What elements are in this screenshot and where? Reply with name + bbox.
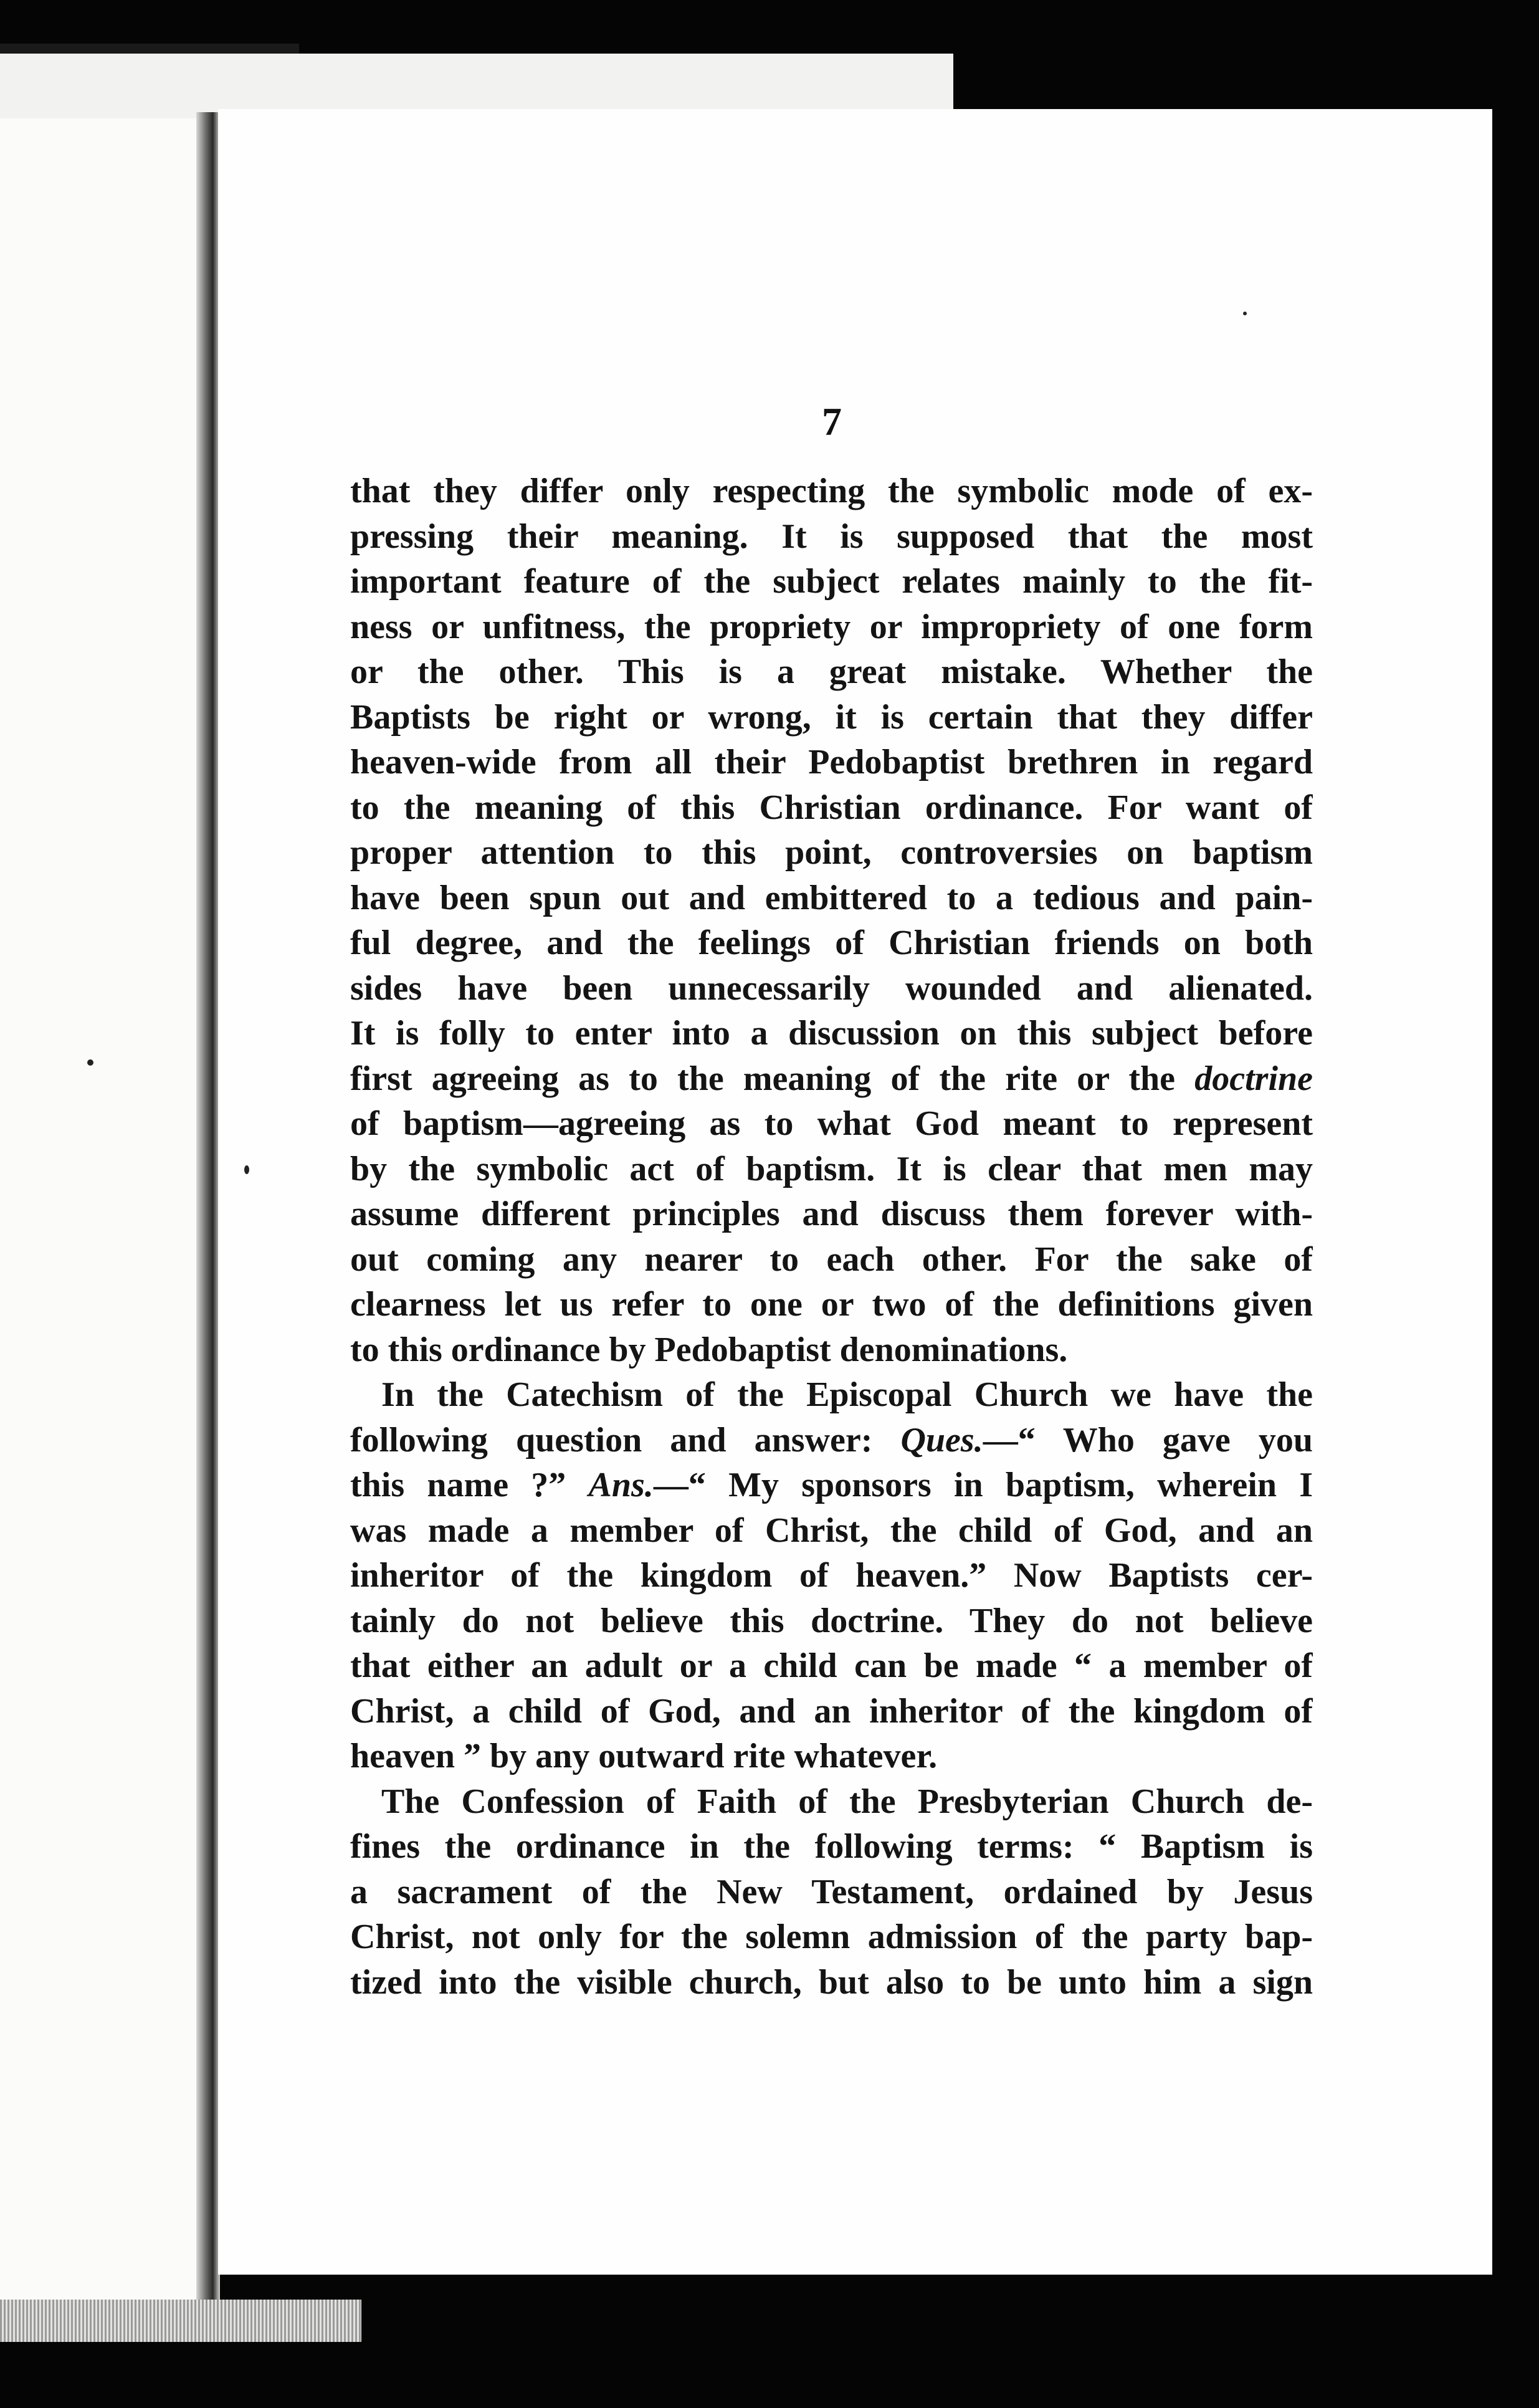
text-line: It is folly to enter into a discussion on this subject before — [350, 1014, 1313, 1053]
scan-speck — [244, 1165, 249, 1174]
scan-bottom-strip — [0, 2300, 361, 2342]
text-line: important feature of the subject relates mainly to the fit- — [350, 562, 1313, 601]
text-line: Baptists be right or wrong, it is certain that they differ — [350, 697, 1313, 737]
text-line: or the other. This is a great mistake. Whether the — [350, 652, 1313, 691]
text-line: Christ, a child of God, and an inheritor of the kingdom of — [350, 1691, 1313, 1731]
text-line: following question and answer: Ques.—“ Who gave you — [350, 1420, 1313, 1460]
text-line: heaven-wide from all their Pedobaptist brethren in regard — [350, 743, 1313, 781]
text-line: assume different principles and discuss them forever with- — [350, 1195, 1313, 1233]
text-line: to the meaning of this Christian ordinance. For want of — [350, 788, 1313, 827]
text-line: tized into the visible church, but also to be unto him a sign — [350, 1962, 1313, 2002]
text-line: have been spun out and embittered to a tedious and pain- — [350, 878, 1313, 917]
text-line: pressing their meaning. It is supposed that the most — [350, 517, 1313, 556]
text-line: The Confession of Faith of the Presbyterian Church de- — [381, 1782, 1313, 1821]
body-text — [350, 469, 1313, 2005]
text-line: tainly do not believe this doctrine. They do not believe — [350, 1601, 1313, 1640]
text-line: that they differ only respecting the symbolic mode of ex- — [350, 472, 1313, 510]
italic-term: Ques. — [900, 1420, 983, 1460]
text-line: proper attention to this point, controversies on baptism — [350, 833, 1313, 872]
text-line: Christ, not only for the solemn admission of the party bap- — [350, 1918, 1313, 1956]
page-number: 7 — [822, 399, 842, 444]
text-line: by the symbolic act of baptism. It is clear that men may — [350, 1149, 1313, 1188]
book-gutter — [196, 112, 220, 2318]
text-line: heaven ” by any outward rite whatever. — [350, 1737, 938, 1775]
scan-speck — [1243, 312, 1247, 315]
text-line: this name ?” Ans.—“ My sponsors in baptism, wherein I — [350, 1466, 1313, 1504]
text-line: of baptism—agreeing as to what God meant to represent — [350, 1104, 1313, 1143]
text-line: ful degree, and the feelings of Christian friends on both — [350, 924, 1313, 962]
italic-term: doctrine — [1194, 1059, 1313, 1098]
text-line: first agreeing as to the meaning of the rite or the doctrine — [350, 1059, 1313, 1098]
text-line: clearness let us refer to one or two of the definitions given — [350, 1285, 1313, 1324]
text-line: fines the ordinance in the following terms: “ Baptism is — [350, 1827, 1313, 1866]
italic-term: Ans. — [588, 1466, 654, 1504]
left-page-leaf — [0, 118, 206, 2306]
text-line: inheritor of the kingdom of heaven.” Now Baptists cer- — [350, 1556, 1313, 1595]
text-line: a sacrament of the New Testament, ordained by Jesus — [350, 1872, 1313, 1911]
text-line: sides have been unnecessarily wounded and alienated. — [350, 968, 1313, 1008]
scan-speck — [87, 1059, 93, 1066]
text-line: ness or unfitness, the propriety or impropriety of one form — [350, 607, 1313, 646]
text-line: out coming any nearer to each other. For the sake of — [350, 1240, 1313, 1279]
text-line: to this ordinance by Pedobaptist denominations. — [350, 1330, 1068, 1369]
text-line: In the Catechism of the Episcopal Church we have the — [381, 1375, 1313, 1414]
text-line: was made a member of Christ, the child of God, and an — [350, 1511, 1313, 1550]
text-line: that either an adult or a child can be made “ a member of — [350, 1646, 1313, 1685]
